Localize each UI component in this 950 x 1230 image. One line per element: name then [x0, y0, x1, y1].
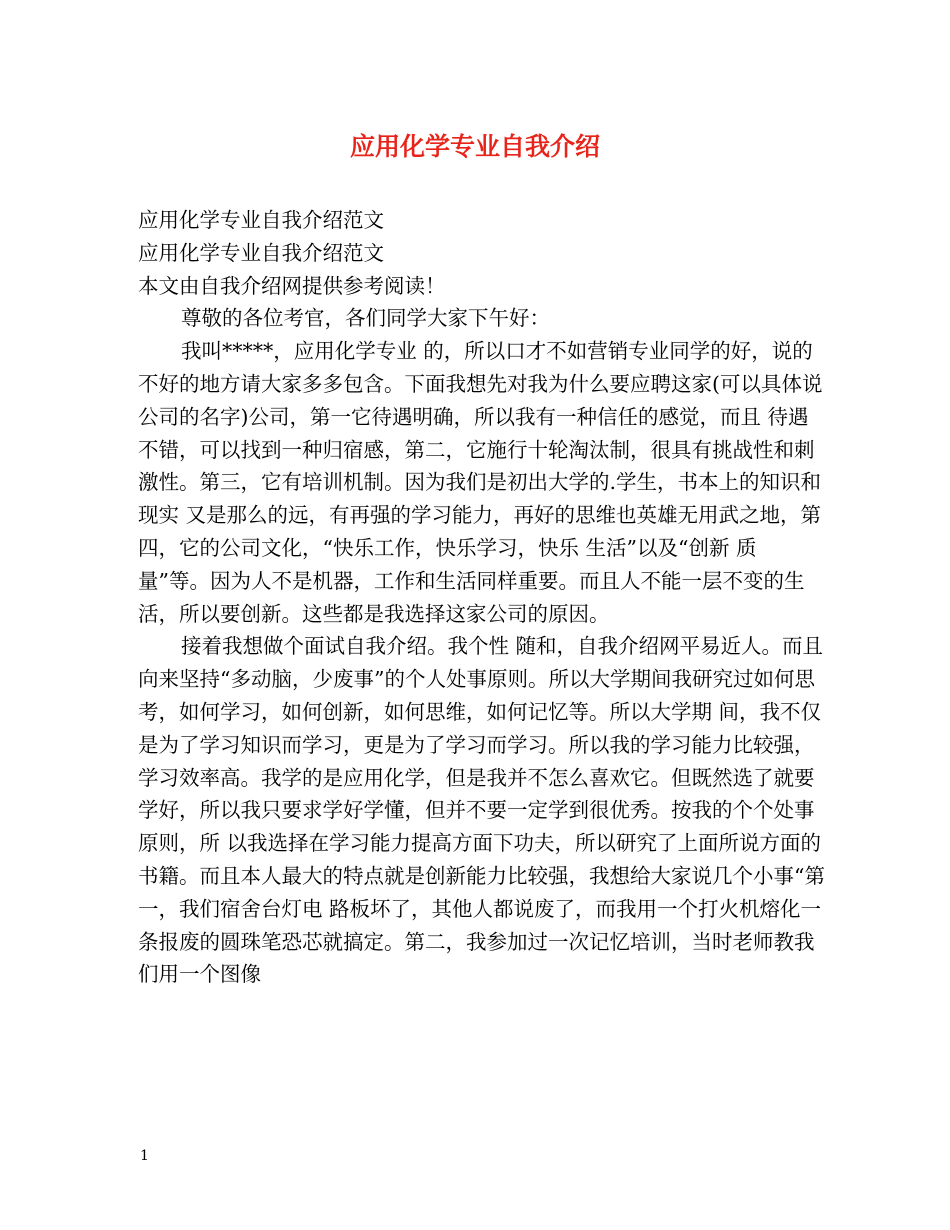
document-title: 应用化学专业自我介绍 [349, 132, 600, 161]
body-paragraph-1: 我叫*****，应用化学专业 的，所以口才不如营销专业同学的好，说的不好的地方请大家多多包含。下面我想先对我为什么要应聘这家(可以具体说公司的名字)公司，第一它待遇明确，所以我有一种信任的感觉，而且 待遇不错，可以找到一种归宿感，第二，它施行十轮淘汰制，很具有挑战性和刺激性。第三，它有培训机制。因为我们是初出大学的.学生，书本上的知识和现实 又是那么的远，有再强的学习能力，再好的思维也英雄无用武之地，第四，它的公司文化，“快乐工作，快乐学习，快乐 生活”以及“创新 质量”等。因为人不是机器，工作和生活同样重要。而且人不能一层不变的生活，所以要创新。这些都是我选择这家公司的原因。 [138, 339, 823, 626]
body-paragraph-2: 接着我想做个面试自我介绍。我个性 随和，自我介绍网平易近人。而且向来坚持“多动脑，少废事”的个人处事原则。所以大学期间我研究过如何思考，如何学习，如何创新，如何思维，如何记忆等。所以大学期 间，我不仅是为了学习知识而学习，更是为了学习而学习。所以我的学习能力比较强，学习效率高。我学的是应用化学，但是我并不怎么喜欢它。但既然选了就要学好，所以我只要求学好学懂，但并不要一定学到很优秀。按我的个个处事原则，所 以我选择在学习能力提高方面下功夫，所以研究了上面所说方面的书籍。而且本人最大的特点就是创新能力比较强，我想给大家说几个小事“第一，我们宿舍台灯电 路板坏了，其他人都说废了，而我用一个打火机熔化一条报废的圆珠笔恐芯就搞定。第二，我参加过一次记忆培训，当时老师教我们用一个图像 [138, 634, 825, 987]
subtitle-line-1: 应用化学专业自我介绍范文 [138, 208, 384, 232]
document-body [138, 204, 828, 991]
source-note: 本文由自我介绍网提供参考阅读！ [138, 273, 446, 298]
page-number: 1 [140, 1148, 149, 1164]
subtitle-line-2: 应用化学专业自我介绍范文 [138, 240, 384, 265]
greeting-paragraph: 尊敬的各位考官，各们同学大家下午好： [181, 306, 550, 331]
